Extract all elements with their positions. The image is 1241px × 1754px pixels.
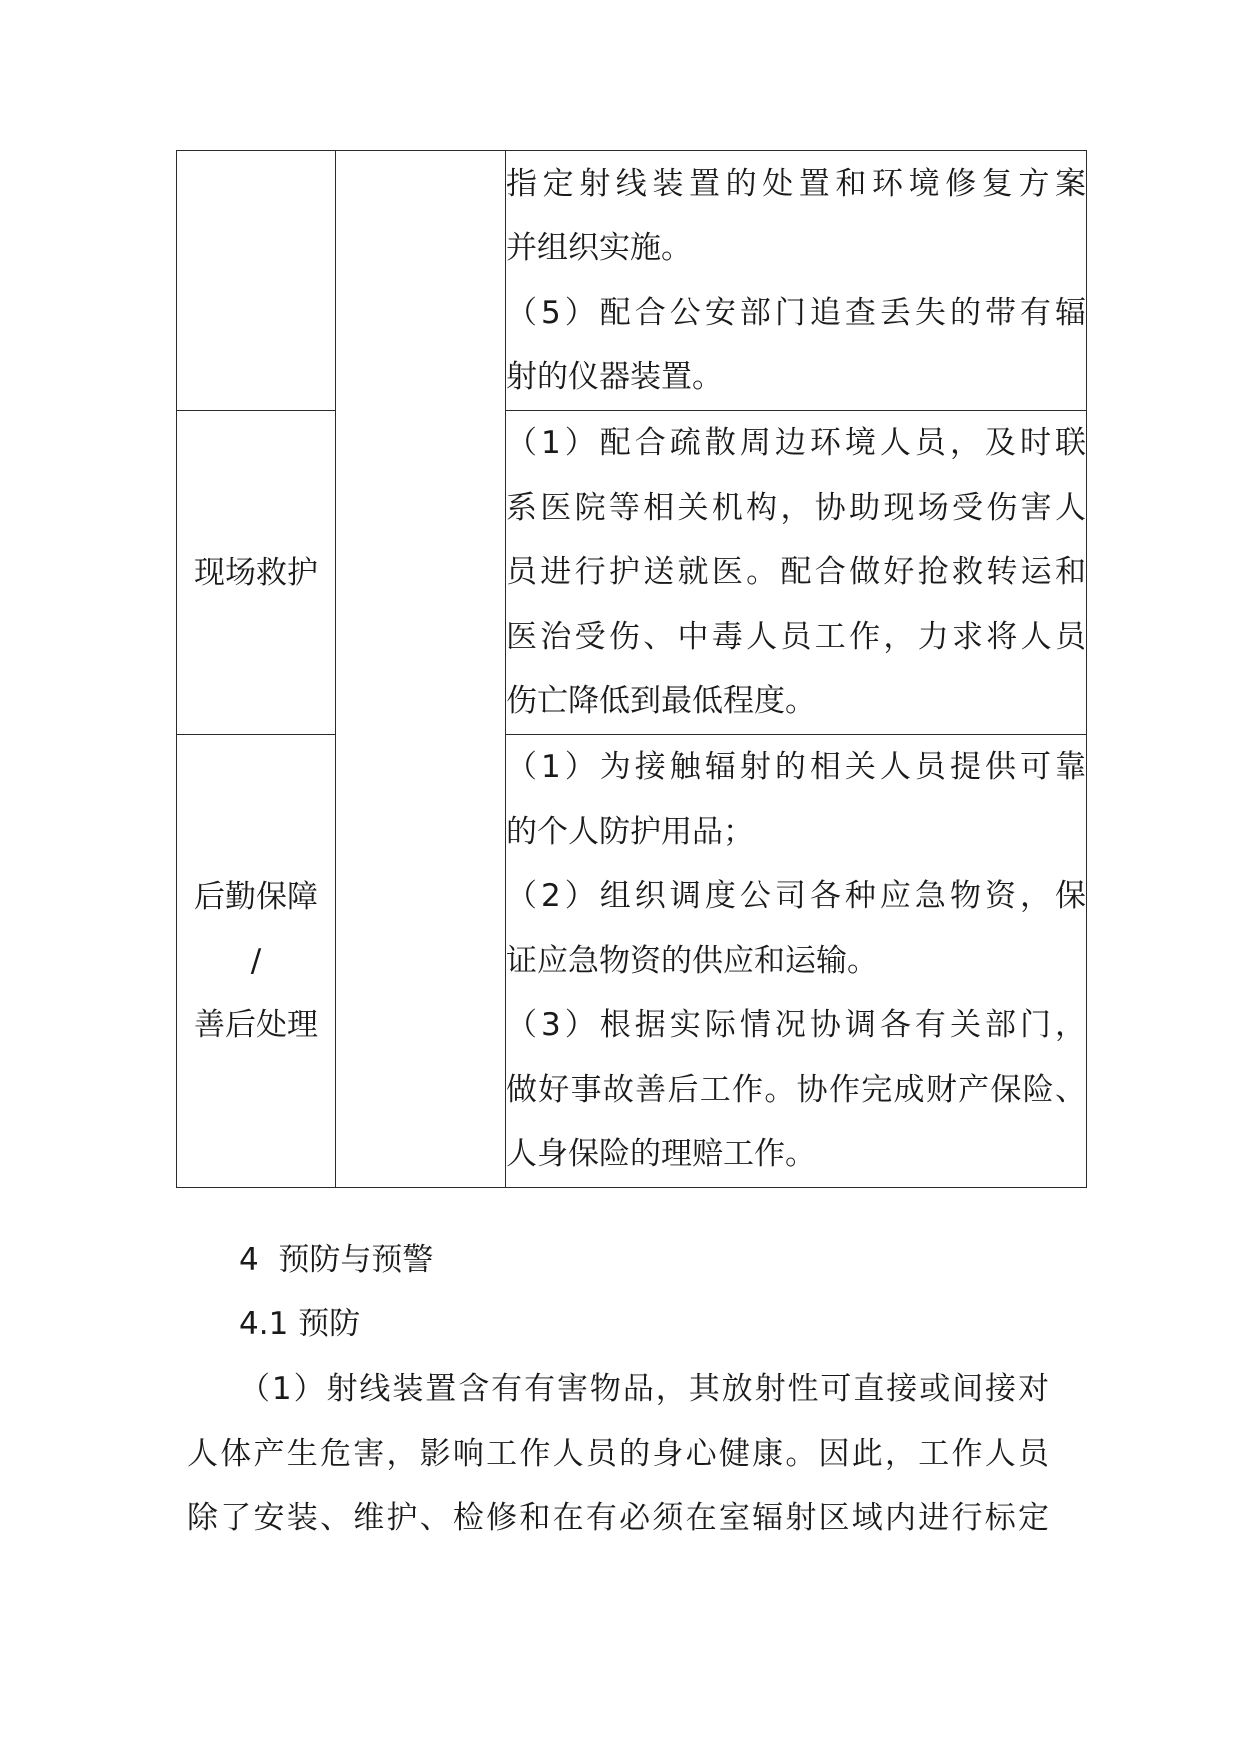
category-label: 后勤保障 [194, 878, 318, 915]
paragraph-line: 人体产生危害，影响工作人员的身心健康。因此，工作人员 [187, 1435, 1049, 1472]
subsection-heading: 4.1 预防 [239, 1306, 361, 1342]
duty-line: 医治受伤、中毒人员工作，力求将人员 [506, 618, 1086, 655]
category-cell [177, 735, 336, 1188]
duty-cell [506, 151, 1087, 411]
responsibility-table [176, 150, 1087, 1188]
duty-line: 人身保险的理赔工作。 [506, 1136, 816, 1172]
duty-line: 做好事故善后工作。协作完成财产保险、 [506, 1071, 1086, 1108]
duty-line: （2）组织调度公司各种应急物资，保 [506, 878, 1086, 914]
category-label: 善后处理 [194, 1006, 318, 1043]
duty-line: （3）根据实际情况协调各有关部门， [506, 1007, 1086, 1043]
duty-cell [506, 411, 1087, 735]
category-label: / [250, 942, 262, 979]
duty-line: 伤亡降低到最低程度。 [506, 683, 816, 720]
category-cell [177, 411, 336, 735]
department-cell [336, 151, 506, 1188]
section-heading: 4 预防与预警 [239, 1242, 434, 1278]
duty-line: 系医院等相关机构，协助现场受伤害人 [506, 489, 1086, 526]
paragraph-line: 除了安装、维护、检修和在有必须在室辐射区域内进行标定 [187, 1500, 1049, 1536]
duty-line: （5）配合公安部门追查丢失的带有辐 [506, 294, 1086, 331]
duty-line: 指定射线装置的处置和环境修复方案 [506, 165, 1086, 202]
body-paragraph [187, 1357, 1049, 1551]
duty-line: 的个人防护用品； [506, 813, 754, 850]
duty-line: 并组织实施。 [506, 230, 692, 266]
duty-line: 射的仪器装置。 [506, 359, 723, 395]
paragraph-line: （1）射线装置含有有害物品，其放射性可直接或间接对 [239, 1371, 1049, 1407]
duty-line: 员进行护送就医。配合做好抢救转运和 [506, 554, 1086, 591]
duty-cell [506, 735, 1087, 1188]
table-row [177, 735, 1087, 1188]
category-label: 现场救护 [194, 554, 318, 591]
duty-line: （1）配合疏散周边环境人员，及时联 [506, 425, 1086, 462]
category-cell [177, 151, 336, 411]
table-row [177, 151, 1087, 411]
table-row [177, 411, 1087, 735]
duty-line: （1）为接触辐射的相关人员提供可靠 [506, 749, 1086, 785]
duty-line: 证应急物资的供应和运输。 [506, 942, 878, 979]
